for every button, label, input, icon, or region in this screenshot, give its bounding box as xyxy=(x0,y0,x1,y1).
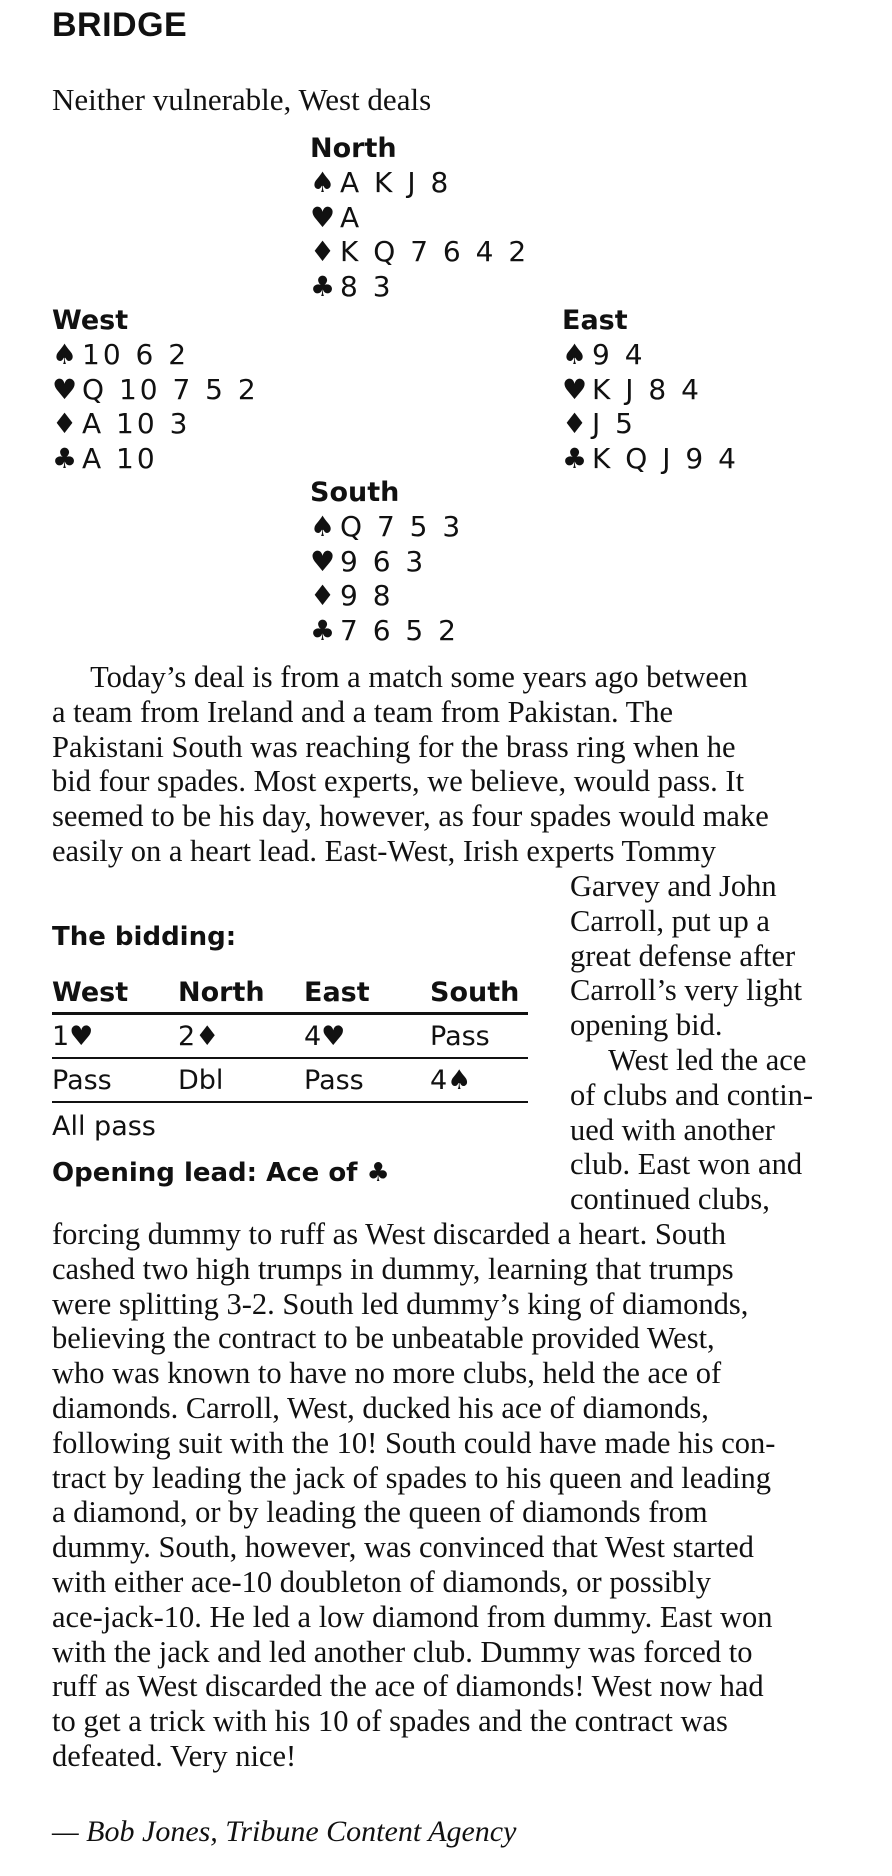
west-diamonds xyxy=(52,407,259,442)
bid-cell: Pass xyxy=(304,1058,430,1102)
text-line: ued with another xyxy=(570,1112,775,1147)
bid-cell: 2♦ xyxy=(178,1014,304,1059)
text-line: believing the contract to be unbeatable provided West, xyxy=(52,1321,715,1356)
heart-icon: ♥ xyxy=(310,544,336,578)
text-line: opening bid. xyxy=(570,1008,723,1043)
bidding-header-east: East xyxy=(304,972,430,1014)
club-icon: ♣ xyxy=(310,613,336,647)
diamond-icon: ♦ xyxy=(52,407,78,440)
north-clubs-cards: 8 3 xyxy=(340,269,394,303)
text-line: Garvey and John xyxy=(570,869,777,903)
text-line: of clubs and contin- xyxy=(570,1077,814,1112)
text-line: following suit with the 10! South could have made his con- xyxy=(52,1425,776,1460)
spade-icon: ♠ xyxy=(52,338,78,371)
north-hand xyxy=(310,132,529,304)
article-paragraph-continuation xyxy=(52,1217,775,1774)
text-line: ruff as West discarded the ace of diamonds! West now had xyxy=(52,1669,764,1704)
text-line: Pakistani South was reaching for the brass ring when he xyxy=(52,729,736,764)
east-label: East xyxy=(562,305,628,336)
north-spades xyxy=(310,166,529,201)
text-line: were splitting 3-2. South led dummy’s king of diamonds, xyxy=(52,1286,749,1321)
east-diamonds xyxy=(562,407,739,442)
bidding-header-south: South xyxy=(430,972,528,1014)
bid-cell: Pass xyxy=(52,1058,178,1102)
vulnerability-line: Neither vulnerable, West deals xyxy=(52,82,432,117)
text-line: to get a trick with his 10 of spades and the contract was xyxy=(52,1704,728,1739)
east-clubs xyxy=(562,442,739,477)
west-hearts-cards: Q 10 7 5 2 xyxy=(82,372,259,406)
south-hearts xyxy=(310,545,463,580)
east-diamonds-cards: J 5 xyxy=(592,407,636,440)
bidding-header-west: West xyxy=(52,972,178,1014)
bidding-box xyxy=(52,920,528,1195)
text-line: forcing dummy to ruff as West discarded a heart. South xyxy=(52,1217,727,1251)
diamond-icon: ♦ xyxy=(562,407,588,440)
text-line: Carroll’s very light xyxy=(570,973,803,1008)
south-diamonds-cards: 9 8 xyxy=(340,579,394,612)
text-line: easily on a heart lead. East-West, Irish experts Tommy xyxy=(52,833,716,868)
text-line: Carroll, put up a xyxy=(570,903,770,938)
spade-icon: ♠ xyxy=(562,338,588,371)
north-diamonds-cards: K Q 7 6 4 2 xyxy=(340,235,530,268)
south-clubs xyxy=(310,614,463,649)
south-clubs-cards: 7 6 5 2 xyxy=(340,613,459,647)
west-clubs xyxy=(52,442,259,477)
article-paragraph-right-column xyxy=(570,869,813,1217)
east-hand xyxy=(562,304,739,476)
south-hand xyxy=(310,476,463,648)
text-line: dummy. South, however, was convinced that West started xyxy=(52,1530,754,1565)
text-line: a team from Ireland and a team from Pakistan. The xyxy=(52,694,674,729)
west-spades xyxy=(52,338,259,373)
text-line: with the jack and led another club. Dummy was forced to xyxy=(52,1634,753,1669)
all-pass-line: All pass xyxy=(52,1111,156,1142)
text-line: continued clubs, xyxy=(570,1182,770,1217)
west-diamonds-cards: A 10 3 xyxy=(82,407,191,440)
column-heading: BRIDGE xyxy=(52,6,188,44)
text-line: club. East won and xyxy=(570,1147,803,1182)
east-hearts xyxy=(562,373,739,408)
text-line: diamonds. Carroll, West, ducked his ace of diamonds, xyxy=(52,1390,709,1425)
club-icon: ♣ xyxy=(52,441,78,475)
bidding-table xyxy=(52,972,528,1103)
text-line: great defense after xyxy=(570,938,796,973)
text-line: with either ace-10 doubleton of diamonds, or possibly xyxy=(52,1564,712,1599)
north-spades-cards: A K J 8 xyxy=(340,166,452,199)
text-line: a diamond, or by leading the queen of diamonds from xyxy=(52,1495,708,1530)
text-line: seemed to be his day, however, as four spades would make xyxy=(52,799,769,834)
spade-icon: ♠ xyxy=(310,510,336,543)
north-diamonds xyxy=(310,235,529,270)
bid-cell: Pass xyxy=(430,1014,528,1059)
text-line: who was known to have no more clubs, held the ace of xyxy=(52,1356,722,1391)
south-diamonds xyxy=(310,579,463,614)
bid-cell: 4♥ xyxy=(304,1014,430,1059)
author-signature: — Bob Jones, Tribune Content Agency xyxy=(52,1815,517,1848)
heart-icon: ♥ xyxy=(562,372,588,406)
west-clubs-cards: A 10 xyxy=(82,441,158,475)
south-label: South xyxy=(310,477,400,508)
west-hand xyxy=(52,304,259,476)
spade-icon: ♠ xyxy=(310,166,336,199)
text-line: West led the ace xyxy=(570,1042,807,1077)
east-clubs-cards: K Q J 9 4 xyxy=(592,441,739,475)
bidding-header-north: North xyxy=(178,972,304,1014)
north-clubs xyxy=(310,270,529,305)
east-hearts-cards: K J 8 4 xyxy=(592,372,702,406)
club-icon: ♣ xyxy=(310,269,336,303)
east-spades-cards: 9 4 xyxy=(592,338,646,371)
north-label: North xyxy=(310,133,397,164)
club-icon: ♣ xyxy=(562,441,588,475)
text-line: defeated. Very nice! xyxy=(52,1738,297,1773)
bidding-title: The bidding: xyxy=(52,922,237,952)
bidding-row xyxy=(52,1014,528,1059)
heart-icon: ♥ xyxy=(310,200,336,234)
east-spades xyxy=(562,338,739,373)
south-spades xyxy=(310,510,463,545)
text-line: bid four spades. Most experts, we believe, would pass. It xyxy=(52,764,745,799)
bid-cell: 1♥ xyxy=(52,1014,178,1059)
text-line: Today’s deal is from a match some years ago between xyxy=(52,660,748,694)
south-hearts-cards: 9 6 3 xyxy=(340,544,427,578)
heart-icon: ♥ xyxy=(52,372,78,406)
north-hearts xyxy=(310,201,529,236)
article-paragraph-intro xyxy=(52,660,769,869)
west-label: West xyxy=(52,305,129,336)
bidding-row xyxy=(52,1058,528,1102)
text-line: ace-jack-10. He led a low diamond from dummy. East won xyxy=(52,1599,773,1634)
text-line: tract by leading the jack of spades to his queen and leading xyxy=(52,1460,772,1495)
west-spades-cards: 10 6 2 xyxy=(82,338,190,371)
opening-lead: Opening lead: Ace of ♣ xyxy=(52,1158,390,1188)
north-hearts-cards: A xyxy=(340,200,363,234)
south-spades-cards: Q 7 5 3 xyxy=(340,510,464,543)
text-line: cashed two high trumps in dummy, learning that trumps xyxy=(52,1251,734,1286)
bid-cell: 4♠ xyxy=(430,1058,528,1102)
west-hearts xyxy=(52,373,259,408)
bid-cell: Dbl xyxy=(178,1058,304,1102)
diamond-icon: ♦ xyxy=(310,235,336,268)
diamond-icon: ♦ xyxy=(310,579,336,612)
